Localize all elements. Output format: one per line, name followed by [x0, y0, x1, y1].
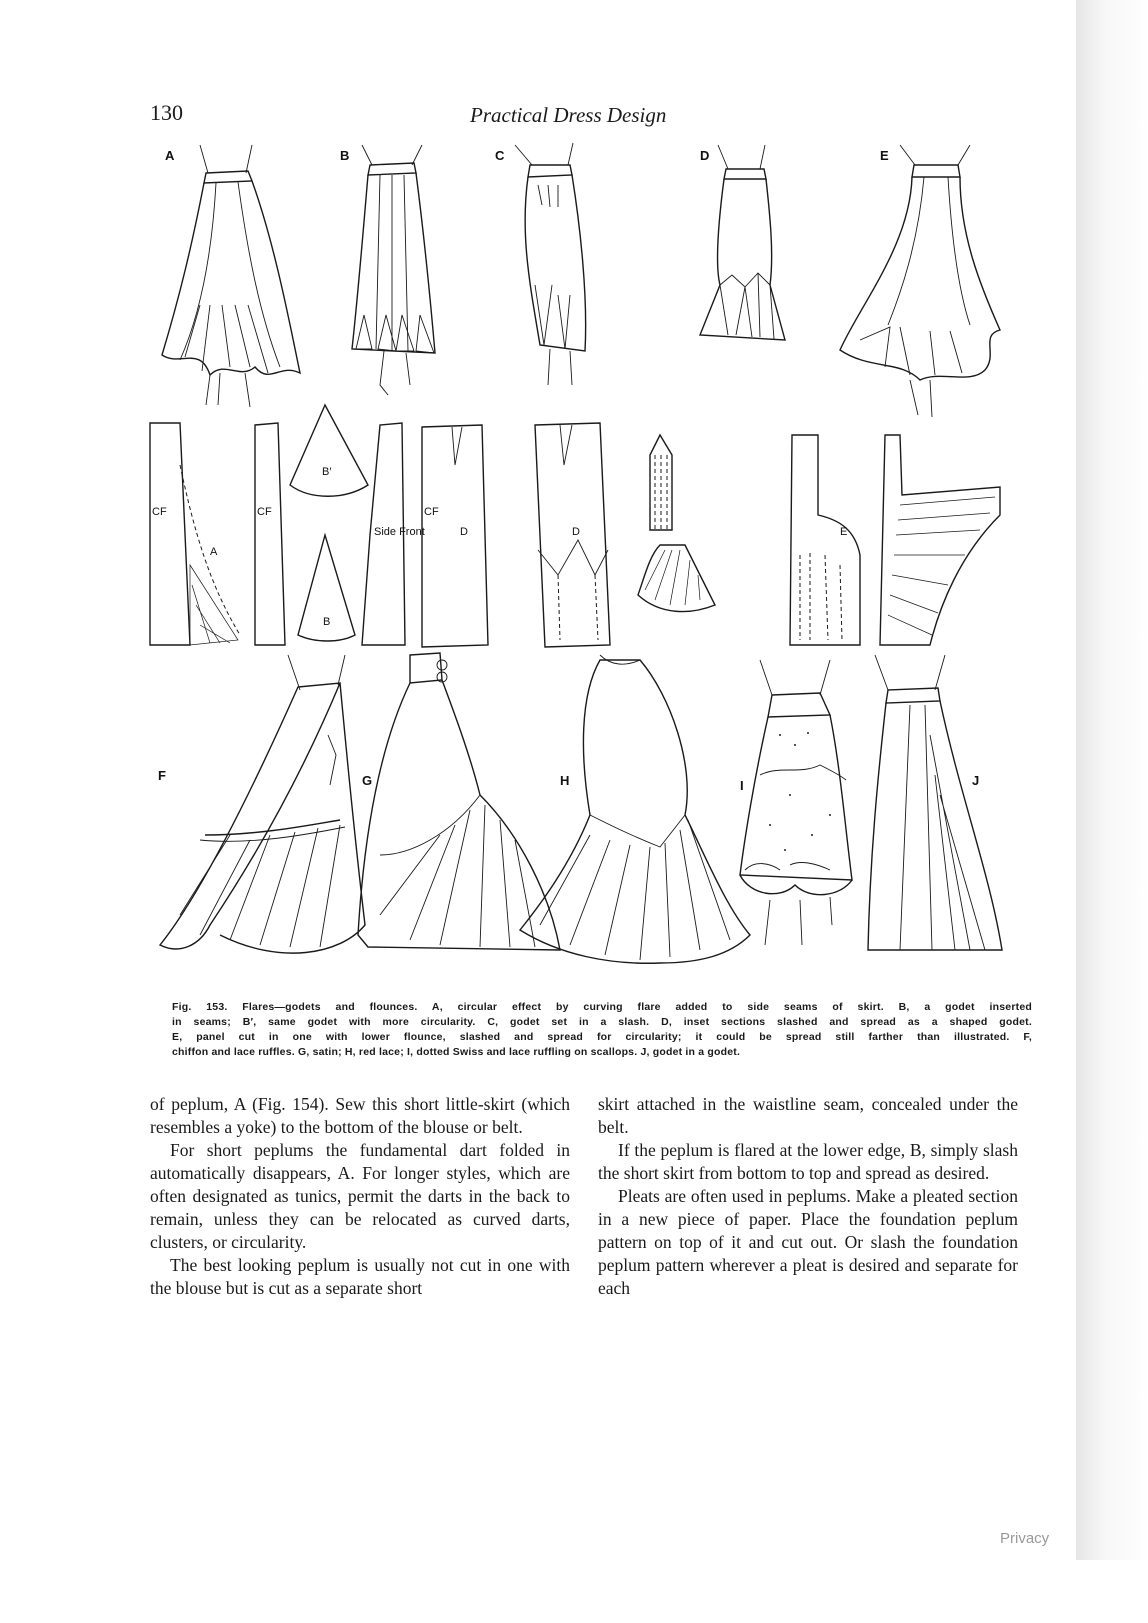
pattern-label-cf-b: CF	[257, 506, 272, 518]
label-skirt-h: H	[560, 773, 570, 788]
pattern-e	[790, 435, 1000, 645]
body-column-right	[598, 1093, 1018, 1300]
label-skirt-b: B	[340, 148, 350, 163]
pattern-label-b: B	[323, 616, 331, 628]
pattern-label-side-front-1: Side Front	[374, 526, 425, 538]
skirt-b-illustration	[340, 145, 435, 395]
skirt-f-illustration	[158, 655, 365, 953]
skirt-g-illustration	[358, 653, 560, 950]
skirt-c-illustration	[495, 143, 586, 385]
figure-caption	[172, 1000, 1032, 1060]
pattern-label-b-prime: B′	[322, 466, 332, 478]
caption-line-2: in seams; B′, same godet with more circularity. C, godet set in a slash. D, inset sections slashed and spread as a shaped godet.	[172, 1016, 1032, 1028]
skirt-e-illustration	[840, 145, 1000, 417]
caption-line-3: E, panel cut in one with lower flounce, slashed and spread for circularity; it could be spread still farther than illustrated. F,	[172, 1031, 1032, 1043]
skirt-d-illustration	[700, 145, 785, 340]
privacy-link[interactable]: Privacy	[1000, 1530, 1050, 1547]
label-skirt-f: F	[158, 768, 166, 783]
paragraph: For short peplums the fundamental dart folded in automatically disappears, A. For longer styles, which are often designated as tunics, permit the darts in the back to remain, unless they can be relocated as curved darts, clusters, or circularity.	[150, 1140, 570, 1252]
pattern-label-a: A	[210, 546, 218, 558]
paragraph: If the peplum is flared at the lower edge, B, simply slash the short skirt from bottom to top and spread as desired.	[598, 1140, 1018, 1183]
pattern-label-cf-d: CF	[424, 506, 439, 518]
pattern-d-inset	[638, 435, 715, 612]
pattern-label-d1: D	[460, 526, 468, 538]
pattern-label-cf-a: CF	[152, 506, 167, 518]
label-skirt-g: G	[362, 773, 373, 788]
pattern-d2	[535, 423, 610, 647]
label-skirt-a: A	[165, 148, 175, 163]
paragraph: Pleats are often used in peplums. Make a pleated section in a new piece of paper. Place the foundation peplum pattern on top of it and cut out. Or slash the foundation peplum pattern wherever a pleat is desired and separate for each	[598, 1186, 1018, 1298]
label-skirt-e: E	[880, 148, 889, 163]
skirt-j-illustration	[868, 655, 1002, 950]
page-edge-shadow	[1076, 0, 1148, 1560]
paragraph: The best looking peplum is usually not cut in one with the blouse but is cut as a separate short	[150, 1255, 570, 1298]
skirt-i-illustration	[740, 660, 852, 945]
pattern-b	[255, 405, 425, 645]
caption-line-1: Fig. 153. Flares—godets and flounces. A, circular effect by curving flare added to side seams of skirt. B, a godet inserted	[172, 1001, 1032, 1013]
label-skirt-c: C	[495, 148, 505, 163]
paragraph: of peplum, A (Fig. 154). Sew this short little-skirt (which resembles a yoke) to the bottom of the blouse or belt.	[150, 1094, 570, 1137]
label-skirt-i: I	[740, 778, 744, 793]
skirt-a-illustration	[162, 145, 300, 407]
label-skirt-d: D	[700, 148, 710, 163]
pattern-label-d2: D	[572, 526, 580, 538]
pattern-a	[150, 423, 240, 645]
paragraph: skirt attached in the waistline seam, concealed under the belt.	[598, 1094, 1018, 1137]
body-column-left	[150, 1093, 570, 1300]
running-head: Practical Dress Design	[470, 103, 667, 127]
page-number: 130	[150, 100, 183, 125]
pattern-label-e: E	[840, 526, 848, 538]
label-skirt-j: J	[972, 773, 980, 788]
skirt-h-illustration	[520, 655, 750, 963]
figure-153	[140, 135, 1020, 985]
pattern-d1	[422, 425, 488, 647]
caption-line-4: chiffon and lace ruffles. G, satin; H, red lace; I, dotted Swiss and lace ruffling on scallops. J, godet in a godet.	[172, 1046, 741, 1058]
